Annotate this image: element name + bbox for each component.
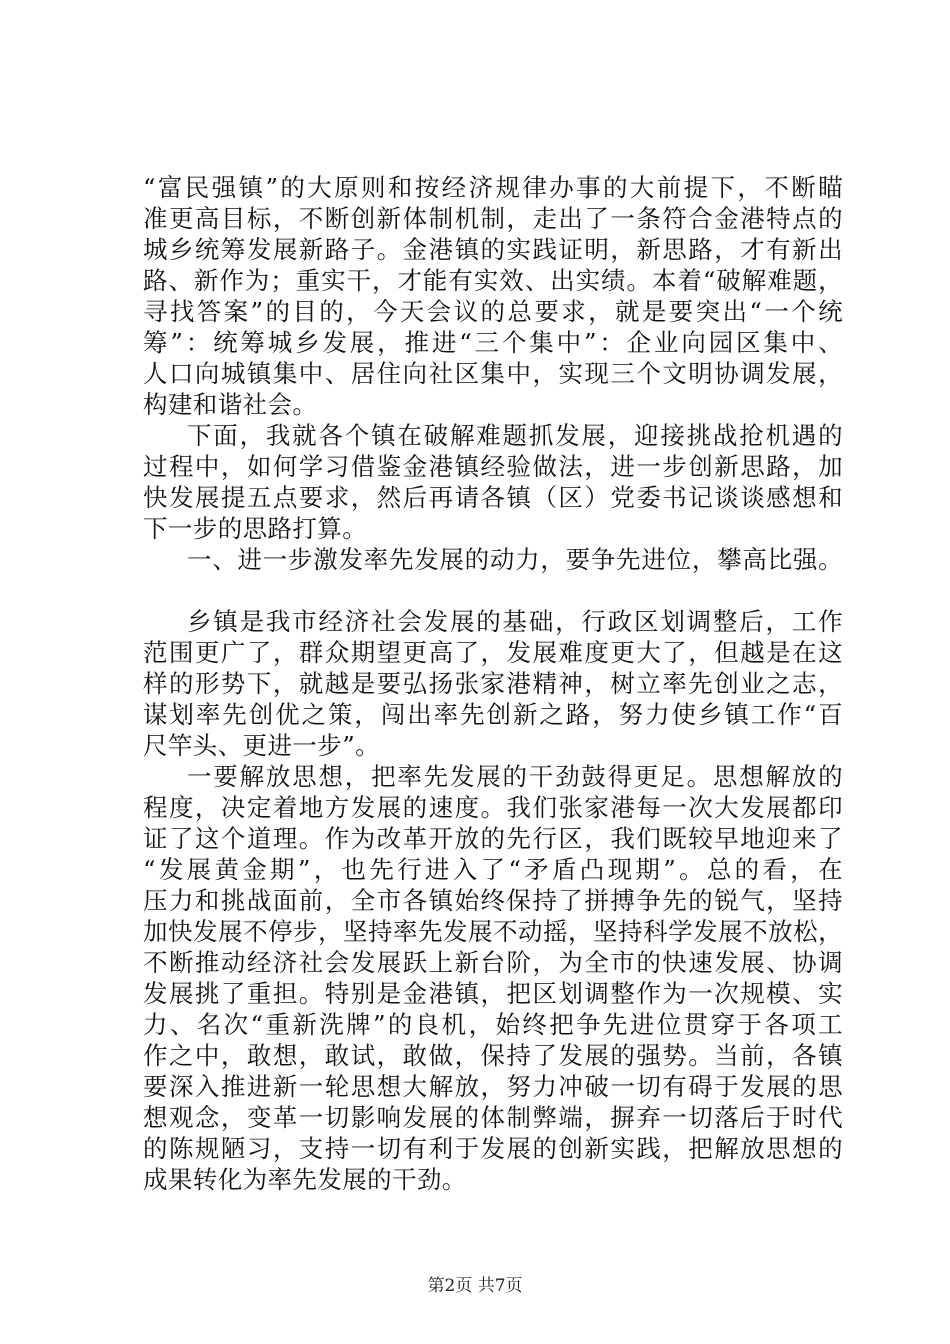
text-line: 构建和谐社会。: [143, 390, 318, 419]
text-line: 过程中，如何学习借鉴金港镇经验做法，进一步创新思路，加: [143, 452, 843, 481]
text-line: 证了这个道理。作为改革开放的先行区，我们既较早地迎来了: [143, 824, 843, 853]
text-line: 压力和挑战面前，全市各镇始终保持了拼搏争先的锐气，坚持: [143, 886, 843, 915]
text-line: 人口向城镇集中、居住向社区集中，实现三个文明协调发展，: [143, 359, 843, 388]
paragraph-first-line: 乡镇是我市经济社会发展的基础，行政区划调整后，工作: [187, 607, 843, 636]
text-line: 力、名次“重新洗牌”的良机，始终把争先进位贯穿于各项工: [143, 1010, 843, 1039]
document-body: [143, 172, 843, 1195]
text-line: 寻找答案”的目的，今天会议的总要求，就是要突出“一个统: [143, 297, 843, 326]
text-line: 程度，决定着地方发展的速度。我们张家港每一次大发展都印: [143, 793, 843, 822]
blank-line: [143, 575, 843, 606]
text-line: 筹”：统筹城乡发展，推进“三个集中”：企业向园区集中、: [143, 328, 843, 357]
text-line: 城乡统筹发展新路子。金港镇的实践证明，新思路，才有新出: [143, 235, 843, 264]
text-line: 成果转化为率先发展的干劲。: [143, 1165, 467, 1194]
text-line: 范围更广了，群众期望更高了，发展难度更大了，但越是在这: [143, 638, 843, 667]
text-line: “富民强镇”的大原则和按经济规律办事的大前提下，不断瞄: [143, 173, 843, 202]
text-line: 尺竿头、更进一步”。: [143, 731, 381, 760]
text-line: 路、新作为；重实干，才能有实效、出实绩。本着“破解难题，: [143, 266, 843, 295]
paragraph-first-line: 下面，我就各个镇在破解难题抓发展，迎接挑战抢机遇的: [187, 421, 843, 450]
text-line: 下一步的思路打算。: [143, 514, 368, 543]
text-line: 样的形势下，就越是要弘扬张家港精神，树立率先创业之志，: [143, 669, 843, 698]
text-line: “发展黄金期”，也先行进入了“矛盾凸现期”。总的看，在: [143, 855, 843, 884]
text-line: 想观念，变革一切影响发展的体制弊端，摒弃一切落后于时代: [143, 1103, 843, 1132]
text-line: 不断推动经济社会发展跃上新台阶，为全市的快速发展、协调: [143, 948, 843, 977]
text-line: 要深入推进新一轮思想大解放，努力冲破一切有碍于发展的思: [143, 1072, 843, 1101]
text-line: 快发展提五点要求，然后再请各镇（区）党委书记谈谈感想和: [143, 483, 843, 512]
page-number-footer: 第2页 共7页: [427, 1276, 523, 1296]
section-heading: 一、进一步激发率先发展的动力，要争先进位，攀高比强。: [187, 545, 843, 574]
text-line: 谋划率先创优之策，闯出率先创新之路，努力使乡镇工作“百: [143, 700, 843, 729]
text-line: 加快发展不停步，坚持率先发展不动摇，坚持科学发展不放松，: [143, 917, 843, 946]
text-line: 准更高目标，不断创新体制机制，走出了一条符合金港特点的: [143, 204, 843, 233]
paragraph-first-line: 一要解放思想，把率先发展的干劲鼓得更足。思想解放的: [187, 762, 843, 791]
text-line: 发展挑了重担。特别是金港镇，把区划调整作为一次规模、实: [143, 979, 843, 1008]
text-line: 的陈规陋习，支持一切有利于发展的创新实践，把解放思想的: [143, 1134, 843, 1163]
text-line: 作之中，敢想，敢试，敢做，保持了发展的强势。当前，各镇: [143, 1041, 843, 1070]
